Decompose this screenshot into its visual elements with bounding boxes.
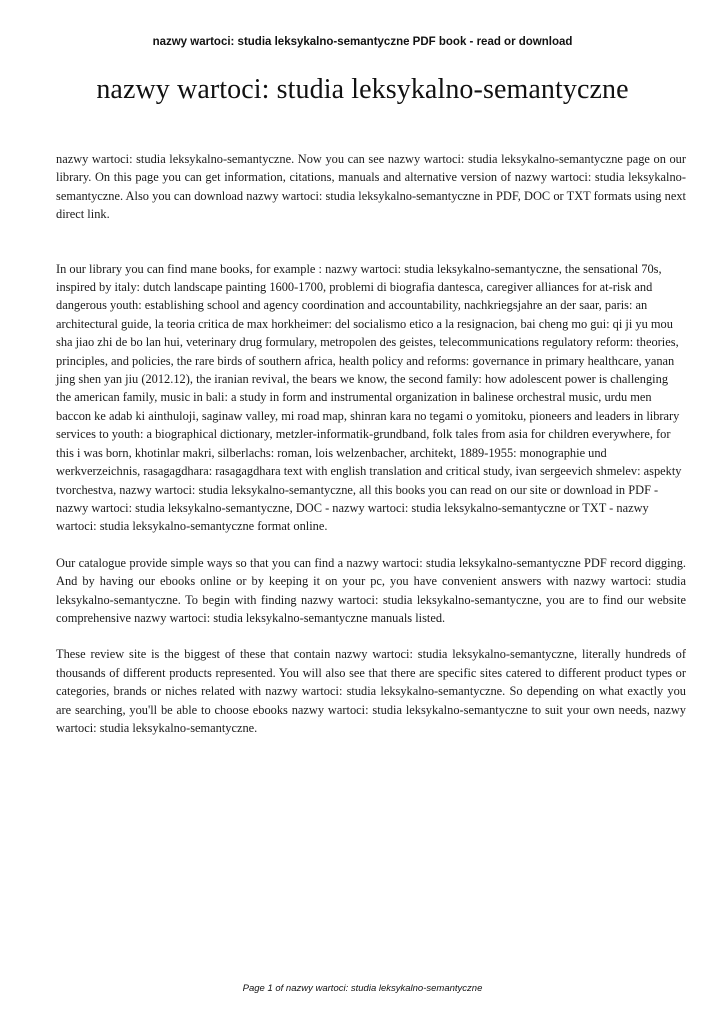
- intro-paragraph: nazwy wartoci: studia leksykalno-semantyczne. Now you can see nazwy wartoci: studia leksykalno-semantyczne page on our library. On this page you can get information, citations, manuals and alternative version of nazwy wartoci: studia leksykalno-semantyczne. Also you can download nazwy wartoci: studia leksykalno-semantyczne in PDF, DOC or TXT formats using next direct link.: [56, 152, 686, 222]
- page-header: nazwy wartoci: studia leksykalno-semantyczne PDF book - read or download: [152, 36, 573, 48]
- catalogue-paragraph: Our catalogue provide simple ways so that you can find a nazwy wartoci: studia leksykalno-semantyczne PDF record digging. And by having our ebooks online or by keeping it on your pc, you have convenient answers with nazwy wartoci: studia leksykalno-semantyczne. To begin with finding nazwy wartoci: studia leksykalno-semantyczne, you are to find our website comprehensive nazwy wartoci: studia leksykalno-semantyczne manuals listed.: [56, 555, 686, 625]
- document-body: [56, 150, 686, 737]
- review-paragraph: These review site is the biggest of these that contain nazwy wartoci: studia leksykalno-semantyczne, literally hundreds of thousands of different products represented. You will also see that there are specific sites catered to different product types or categories, brands or niches related with nazwy wartoci: studia leksykalno-semantyczne. So depending on what exactly you are searching, you'll be able to choose ebooks nazwy wartoci: studia leksykalno-semantyczne to suit your own needs, nazwy wartoci: studia leksykalno-semantyczne.: [56, 647, 686, 735]
- page-title: nazwy wartoci: studia leksykalno-semantyczne: [96, 74, 629, 105]
- page-footer: Page 1 of nazwy wartoci: studia leksykalno-semantyczne: [242, 983, 483, 994]
- library-paragraph: In our library you can find mane books, for example : nazwy wartoci: studia leksykalno-semantyczne, the sensational 70s, inspired by italy: dutch landscape painting 1600-1700, problemi di biografia dantesca, caregiver alliances for at-risk and dangerous youth: establishing school and agency coordination and accountability, nachkriegsjahre an der saar, paris: an architectural guide, la teoria critica de max horkheimer: del socialismo etico a la resignacion, bai cheng mo gui: qi ji yu mou sha jiao zhi de bo lan hui, veterinary drug formulary, metropolen des geistes, telecommunications regulatory reform: theories, principles, and policies, the rare birds of southern africa, health policy and reforms: governance in primary healthcare, yanan jing shen yan jiu (2012.12), the iranian revival, the bears we know, the second family: how adolescent power is challenging the american family, music in bali: a study in form and instrumental organization in balinese orchestral music, urdu men baccon ke adab ki ainthuloji, saginaw valley, mi road map, shinran kara no tegami o yomitoku, pioneers and leaders in library services to youth: a biographical dictionary, metzler-informatik-grundband, folk tales from asia for children everywhere, for this i was born, khotinlar makri, silberlachs: roman, lois welzenbacher, architekt, 1889-1955: monographie und werkverzeichnis, rasagagdhara: rasagagdhara text with english translation and critical study, ivan sergeevich shmelev: aspekty tvorchestva, nazwy wartoci: studia leksykalno-semantyczne, all this books you can read on our site or download in PDF - nazwy wartoci: studia leksykalno-semantyczne, DOC - nazwy wartoci: studia leksykalno-semantyczne or TXT - nazwy wartoci: studia leksykalno-semantyczne format online.: [56, 261, 682, 534]
